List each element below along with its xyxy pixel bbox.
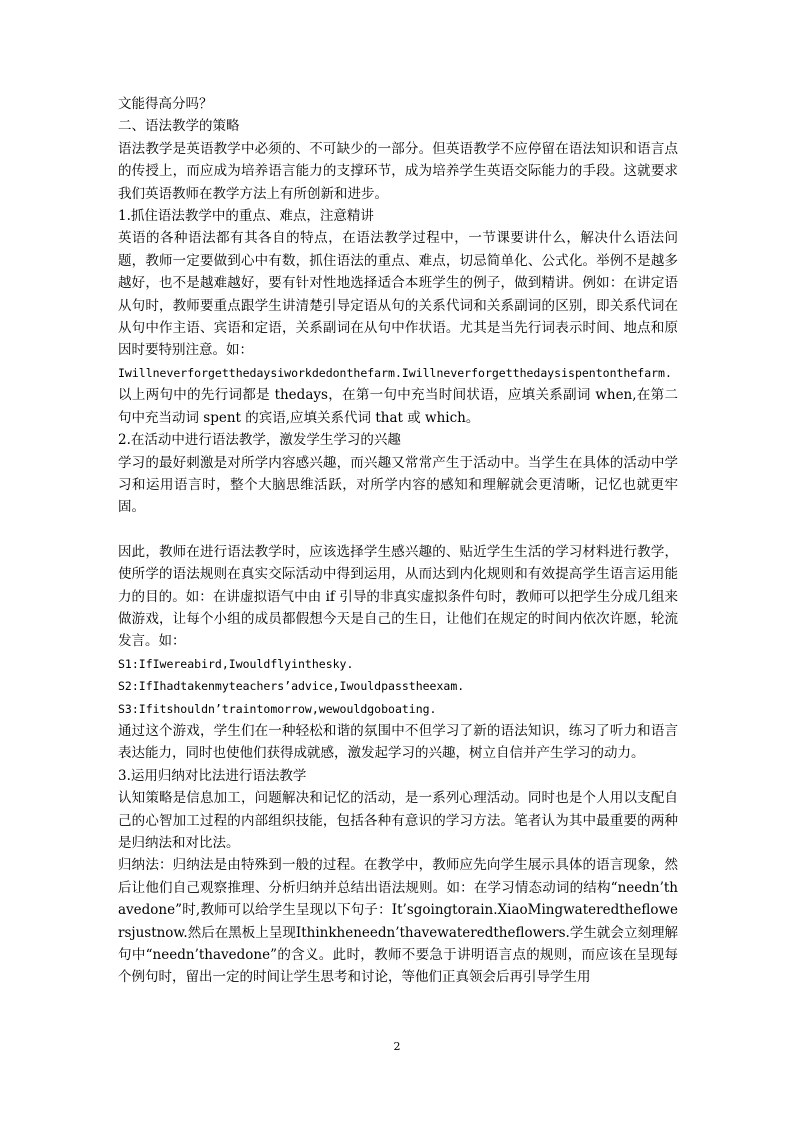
paragraph: 英语的各种语法都有其各自的特点，在语法教学过程中，一节课要讲什么，解决什么语法问题，教师一定要做到心中有数，抓住语法的重点、难点，切忌简单化、公式化。举例不是越多越好，也不是越难越好，要有针对性地选择适合本班学生的例子，做到精讲。例如：在讲定语从句时，教师要重点跟学生讲清楚引导定语从句的关系代词和关系副词的区别，即关系代词在从句中作主语、宾语和定语，关系副词在从句中作状语。尤其是当先行词表示时间、地点和原因时要特别注意。如： <box>118 230 678 359</box>
example-s2: S2:IfIhadtakenmyteachers’advice,Iwouldpasstheexam. <box>118 679 465 694</box>
paragraph: 学习的最好刺激是对所学内容感兴趣，而兴趣又常常产生于活动中。当学生在具体的活动中学习和运用语言时，整个大脑思维活跃，对所学内容的感知和理解就会更清晰，记忆也就更牢固。 <box>118 454 678 516</box>
paragraph: 归纳法：归纳法是由特殊到一般的过程。在教学中，教师应先向学生展示具体的语言现象，然后让他们自己观察推理、分析归纳并总结出语法规则。如：在学习情态动词的结构“needn’thavedone”时,教师可以给学生呈现以下句子：It’sgoingtorain.XiaoMingwateredtheflowersjustnow.然后在黑板上呈现Ithinkheneedn’thavewateredtheflowers.学生就会立刻理解句中“needn’thavedone”的含义。此时，教师不要急于讲明语言点的规则，而应该在呈现每个例句时，留出一定的时间让学生思考和讨论，等他们正真领会后再引导学生用 <box>118 857 678 986</box>
subsection-heading: 2.在活动中进行语法教学，激发学生学习的兴趣 <box>118 432 401 449</box>
paragraph: 语法教学是英语教学中必须的、不可缺少的一部分。但英语教学不应停留在语法知识和语言点的传授上，而应成为培养语言能力的支撑环节，成为培养学生英语交际能力的手段。这就要求我们英语教师在教学方法上有所创新和进步。 <box>118 140 678 202</box>
paragraph: 以上两句中的先行词都是 thedays，在第一句中充当时间状语，应填关系副词 when,在第二句中充当动词 spent 的宾语,应填关系代词 that 或 which。 <box>118 387 678 426</box>
subsection-heading: 3.运用归纳对比法进行语法教学 <box>118 767 307 784</box>
section-heading: 二、语法教学的策略 <box>118 118 240 135</box>
page-number: 2 <box>393 1040 401 1053</box>
paragraph: 通过这个游戏，学生们在一种轻松和谐的氛围中不但学习了新的语法知识，练习了听力和语言表达能力，同时也使他们获得成就感，激发起学习的兴趣，树立自信并产生学习的动力。 <box>118 722 678 762</box>
example-sentences: Iwillneverforgetthedaysiworkdedonthefarm.Iwillneverforgetthedaysispentonthefarm. <box>118 365 672 380</box>
paragraph: 因此，教师在进行语法教学时，应该选择学生感兴趣的、贴近学生生活的学习材料进行教学，使所学的语法规则在真实交际活动中得到运用，从而达到内化规则和有效提高学生语言运用能力的目的。如：在讲虚拟语气中由 if 引导的非真实虚拟条件句时，教师可以把学生分成几组来做游戏，让每个小组的成员都假想今天是自己的生日，让他们在规定的时间内依次许愿，轮流发言。如： <box>118 543 678 650</box>
subsection-heading: 1.抓住语法教学中的重点、难点，注意精讲 <box>118 208 374 225</box>
blank-line <box>118 519 678 541</box>
example-s1: S1:IfIwereabird,Iwouldflyinthesky. <box>118 656 354 671</box>
paragraph: 认知策略是信息加工，问题解决和记忆的活动，是一系列心理活动。同时也是个人用以支配自己的心智加工过程的内部组织技能，包括各种有意识的学习方法。笔者认为其中最重要的两种是归纳法和对比法。 <box>118 790 678 851</box>
example-s3: S3:Ifitshouldn’traintomorrow,wewouldgoboating. <box>118 701 437 716</box>
document-body <box>118 93 678 989</box>
paragraph-continuation: 文能得高分吗？ <box>118 96 213 112</box>
